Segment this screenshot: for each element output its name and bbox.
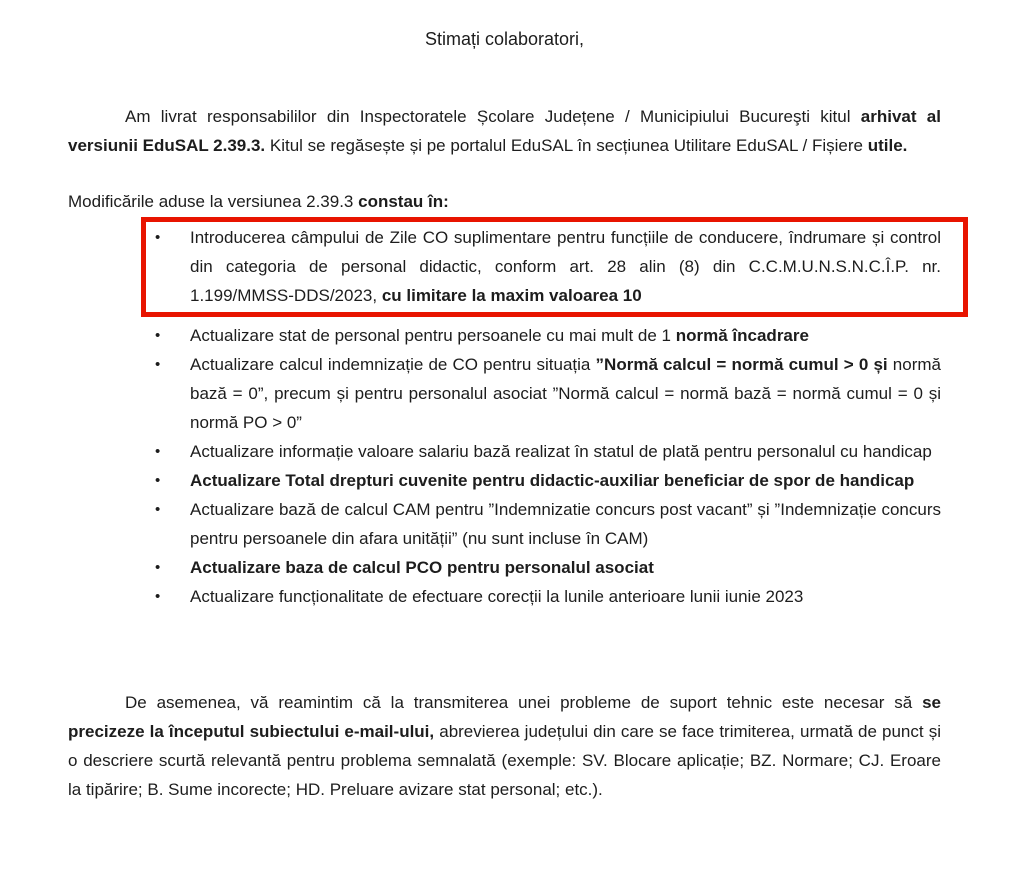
list-item-text xyxy=(190,495,941,553)
list-item-text xyxy=(190,223,941,310)
bullet-icon: • xyxy=(155,501,161,518)
text-run: Actualizare stat de personal pentru persoanele cu mai mult de 1 xyxy=(190,326,676,345)
changes-heading xyxy=(68,187,941,216)
list-item-text xyxy=(190,582,941,611)
bullet-icon: • xyxy=(155,443,161,460)
list-item-text xyxy=(190,350,941,437)
list-item xyxy=(155,495,941,553)
intro-paragraph xyxy=(68,102,941,160)
bold-text-run: constau în: xyxy=(358,192,449,211)
text-run: Am livrat responsabililor din Inspectoratele Școlare Județene / Municipiului Bucureşti kitul xyxy=(125,107,861,126)
list-item-text xyxy=(190,437,941,466)
list-item xyxy=(155,321,941,350)
bullet-icon: • xyxy=(155,356,161,373)
text-run: Modificările aduse la versiunea 2.39.3 xyxy=(68,192,359,211)
bullet-icon: • xyxy=(155,472,161,489)
list-item-text xyxy=(190,466,941,495)
bullet-icon: • xyxy=(155,588,161,605)
bullet-icon: • xyxy=(155,229,161,246)
bold-text-run: arhivat al versiunii EduSAL 2.39.3. xyxy=(68,107,941,155)
bullet-icon: • xyxy=(155,327,161,344)
list-item xyxy=(155,350,941,437)
text-run: De asemenea, vă reamintim că la transmiterea unei probleme de suport tehnic este necesar să xyxy=(125,693,923,712)
bold-text-run: cu limitare la maxim valoarea 10 xyxy=(381,286,642,305)
bullet-icon: • xyxy=(155,559,161,576)
page-title: Stimați colaboratori, xyxy=(424,29,585,49)
list-item-text xyxy=(190,553,941,582)
text-run: Actualizare funcționalitate de efectuare corecții la lunile anterioare lunii iunie 2023 xyxy=(190,587,804,606)
text-run: Actualizare calcul indemnizație de CO pentru situația xyxy=(190,355,596,374)
list-item xyxy=(155,466,941,495)
text-run: Actualizare bază de calcul CAM pentru ”Indemnizatie concurs post vacant” și ”Indemnizație concurs pentru persoanele din afara unității” (nu sunt incluse în CAM) xyxy=(190,500,941,548)
bold-text-run: Actualizare baza de calcul PCO pentru personalul asociat xyxy=(190,558,654,577)
bold-text-run: utile. xyxy=(867,136,908,155)
bold-text-run: Actualizare Total drepturi cuvenite pentru didactic-auxiliar beneficiar de spor de handicap xyxy=(190,471,915,490)
list-item xyxy=(155,582,941,611)
list-item xyxy=(155,553,941,582)
bold-text-run: normă încadrare xyxy=(675,326,809,345)
bold-text-run: ”Normă calcul = normă cumul > 0 și xyxy=(595,355,888,374)
text-run: Introducerea câmpului de Zile CO suplimentare pentru funcțiile de conducere, îndrumare și control din categoria de personal didactic, conform art. 28 alin (8) din C.C.M.U.N.S.N.C.Î.P. nr. 1.199/MMSS-DDS/2023, xyxy=(190,228,941,305)
list-item-text xyxy=(190,321,941,350)
list-item-highlighted xyxy=(141,217,968,317)
text-run: normă bază = 0”, precum și pentru personalul asociat ”Normă calcul = normă bază = normă cumul = 0 și normă PO > 0” xyxy=(190,355,941,432)
text-run: Actualizare informație valoare salariu bază realizat în statul de plată pentru personalul cu handicap xyxy=(190,442,932,461)
text-run: abrevierea județului din care se face trimiterea, urmată de punct și o descriere scurtă relevantă pentru problema semnalată (exemple: SV. Blocare aplicație; BZ. Normare; CJ. Eroare la tipărire; B. Sume incorecte; HD. Preluare avizare stat personal; etc.). xyxy=(68,722,941,799)
closing-paragraph xyxy=(68,688,941,804)
list-item xyxy=(155,437,941,466)
bold-text-run: se precizeze la începutul subiectului e-mail-ului, xyxy=(68,693,941,741)
text-run: Kitul se regăsește și pe portalul EduSAL în secțiunea Utilitare EduSAL / Fișiere xyxy=(265,136,868,155)
changes-list xyxy=(68,217,941,611)
